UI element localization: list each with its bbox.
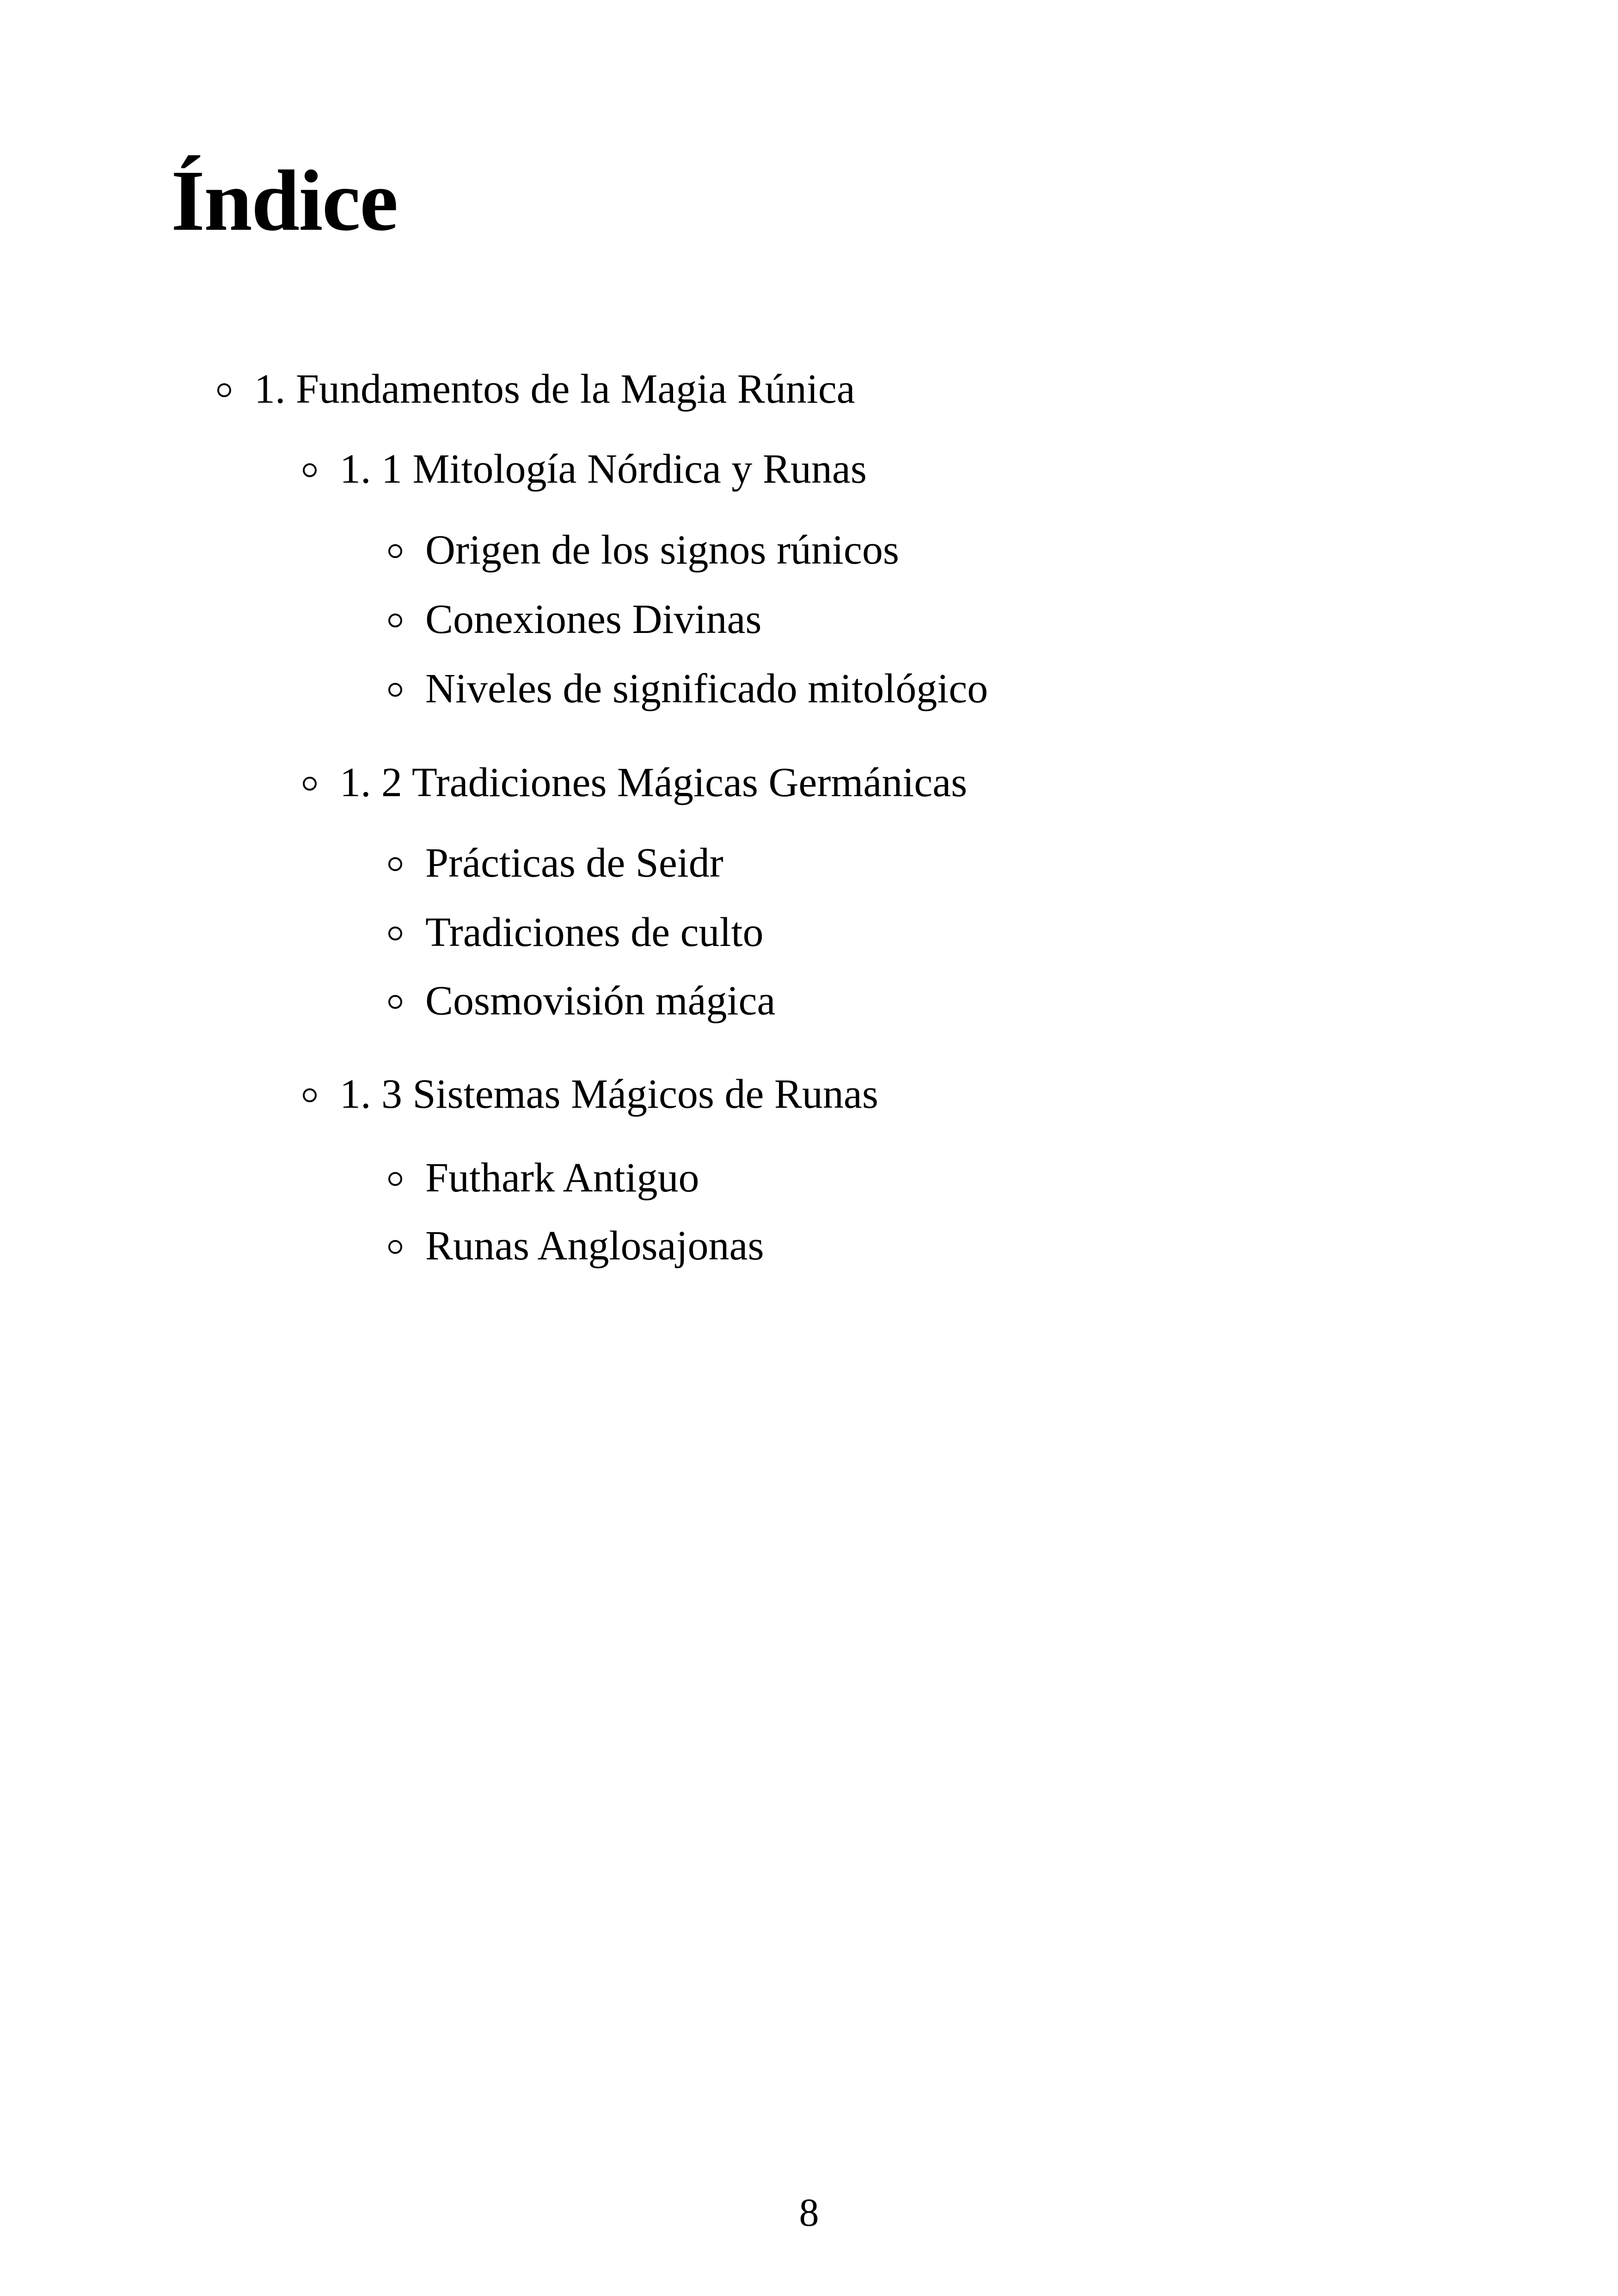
toc-section-1-1[interactable] xyxy=(303,448,867,490)
toc-entry-label: Conexiones Divinas xyxy=(425,596,762,642)
toc-subsection[interactable] xyxy=(388,529,899,571)
toc-chapter-1[interactable] xyxy=(217,368,855,410)
circle-bullet-icon xyxy=(388,927,402,940)
toc-subsection[interactable] xyxy=(388,980,775,1022)
circle-bullet-icon xyxy=(217,383,231,397)
toc-entry-label: Niveles de significado mitológico xyxy=(425,666,988,712)
circle-bullet-icon xyxy=(303,463,317,477)
toc-entry-label: 1. Fundamentos de la Magia Rúnica xyxy=(254,366,855,412)
toc-section-1-3[interactable] xyxy=(303,1071,878,1117)
circle-bullet-icon xyxy=(388,1240,402,1254)
toc-entry-label: Origen de los signos rúnicos xyxy=(425,527,899,573)
toc-entry-label: Runas Anglosajonas xyxy=(425,1223,764,1269)
circle-bullet-icon xyxy=(388,683,402,697)
toc-subsection[interactable] xyxy=(388,668,988,710)
toc-subsection[interactable] xyxy=(388,842,723,884)
circle-bullet-icon xyxy=(388,1172,402,1186)
toc-entry-label: 1. 3 Sistemas Mágicos de Runas xyxy=(340,1071,878,1117)
page-title: Índice xyxy=(171,152,398,249)
circle-bullet-icon xyxy=(303,777,317,791)
circle-bullet-icon xyxy=(303,1088,317,1102)
toc-section-1-2[interactable] xyxy=(303,762,967,804)
toc-entry-label: Futhark Antiguo xyxy=(425,1155,699,1201)
page-number: 8 xyxy=(799,2190,819,2235)
toc-subsection[interactable] xyxy=(388,909,764,955)
toc-entry-label: 1. 2 Tradiciones Mágicas Germánicas xyxy=(340,760,968,805)
circle-bullet-icon xyxy=(388,995,402,1009)
circle-bullet-icon xyxy=(388,614,402,627)
toc-entry-label: Cosmovisión mágica xyxy=(425,978,776,1024)
toc-subsection[interactable] xyxy=(388,1157,699,1199)
toc-subsection[interactable] xyxy=(388,1225,764,1267)
circle-bullet-icon xyxy=(388,857,402,871)
toc-entry-label: Tradiciones de culto xyxy=(425,909,764,955)
circle-bullet-icon xyxy=(388,544,402,558)
toc-entry-label: Prácticas de Seidr xyxy=(425,840,723,886)
toc-entry-label: 1. 1 Mitología Nórdica y Runas xyxy=(340,446,867,492)
toc-subsection[interactable] xyxy=(388,596,762,642)
